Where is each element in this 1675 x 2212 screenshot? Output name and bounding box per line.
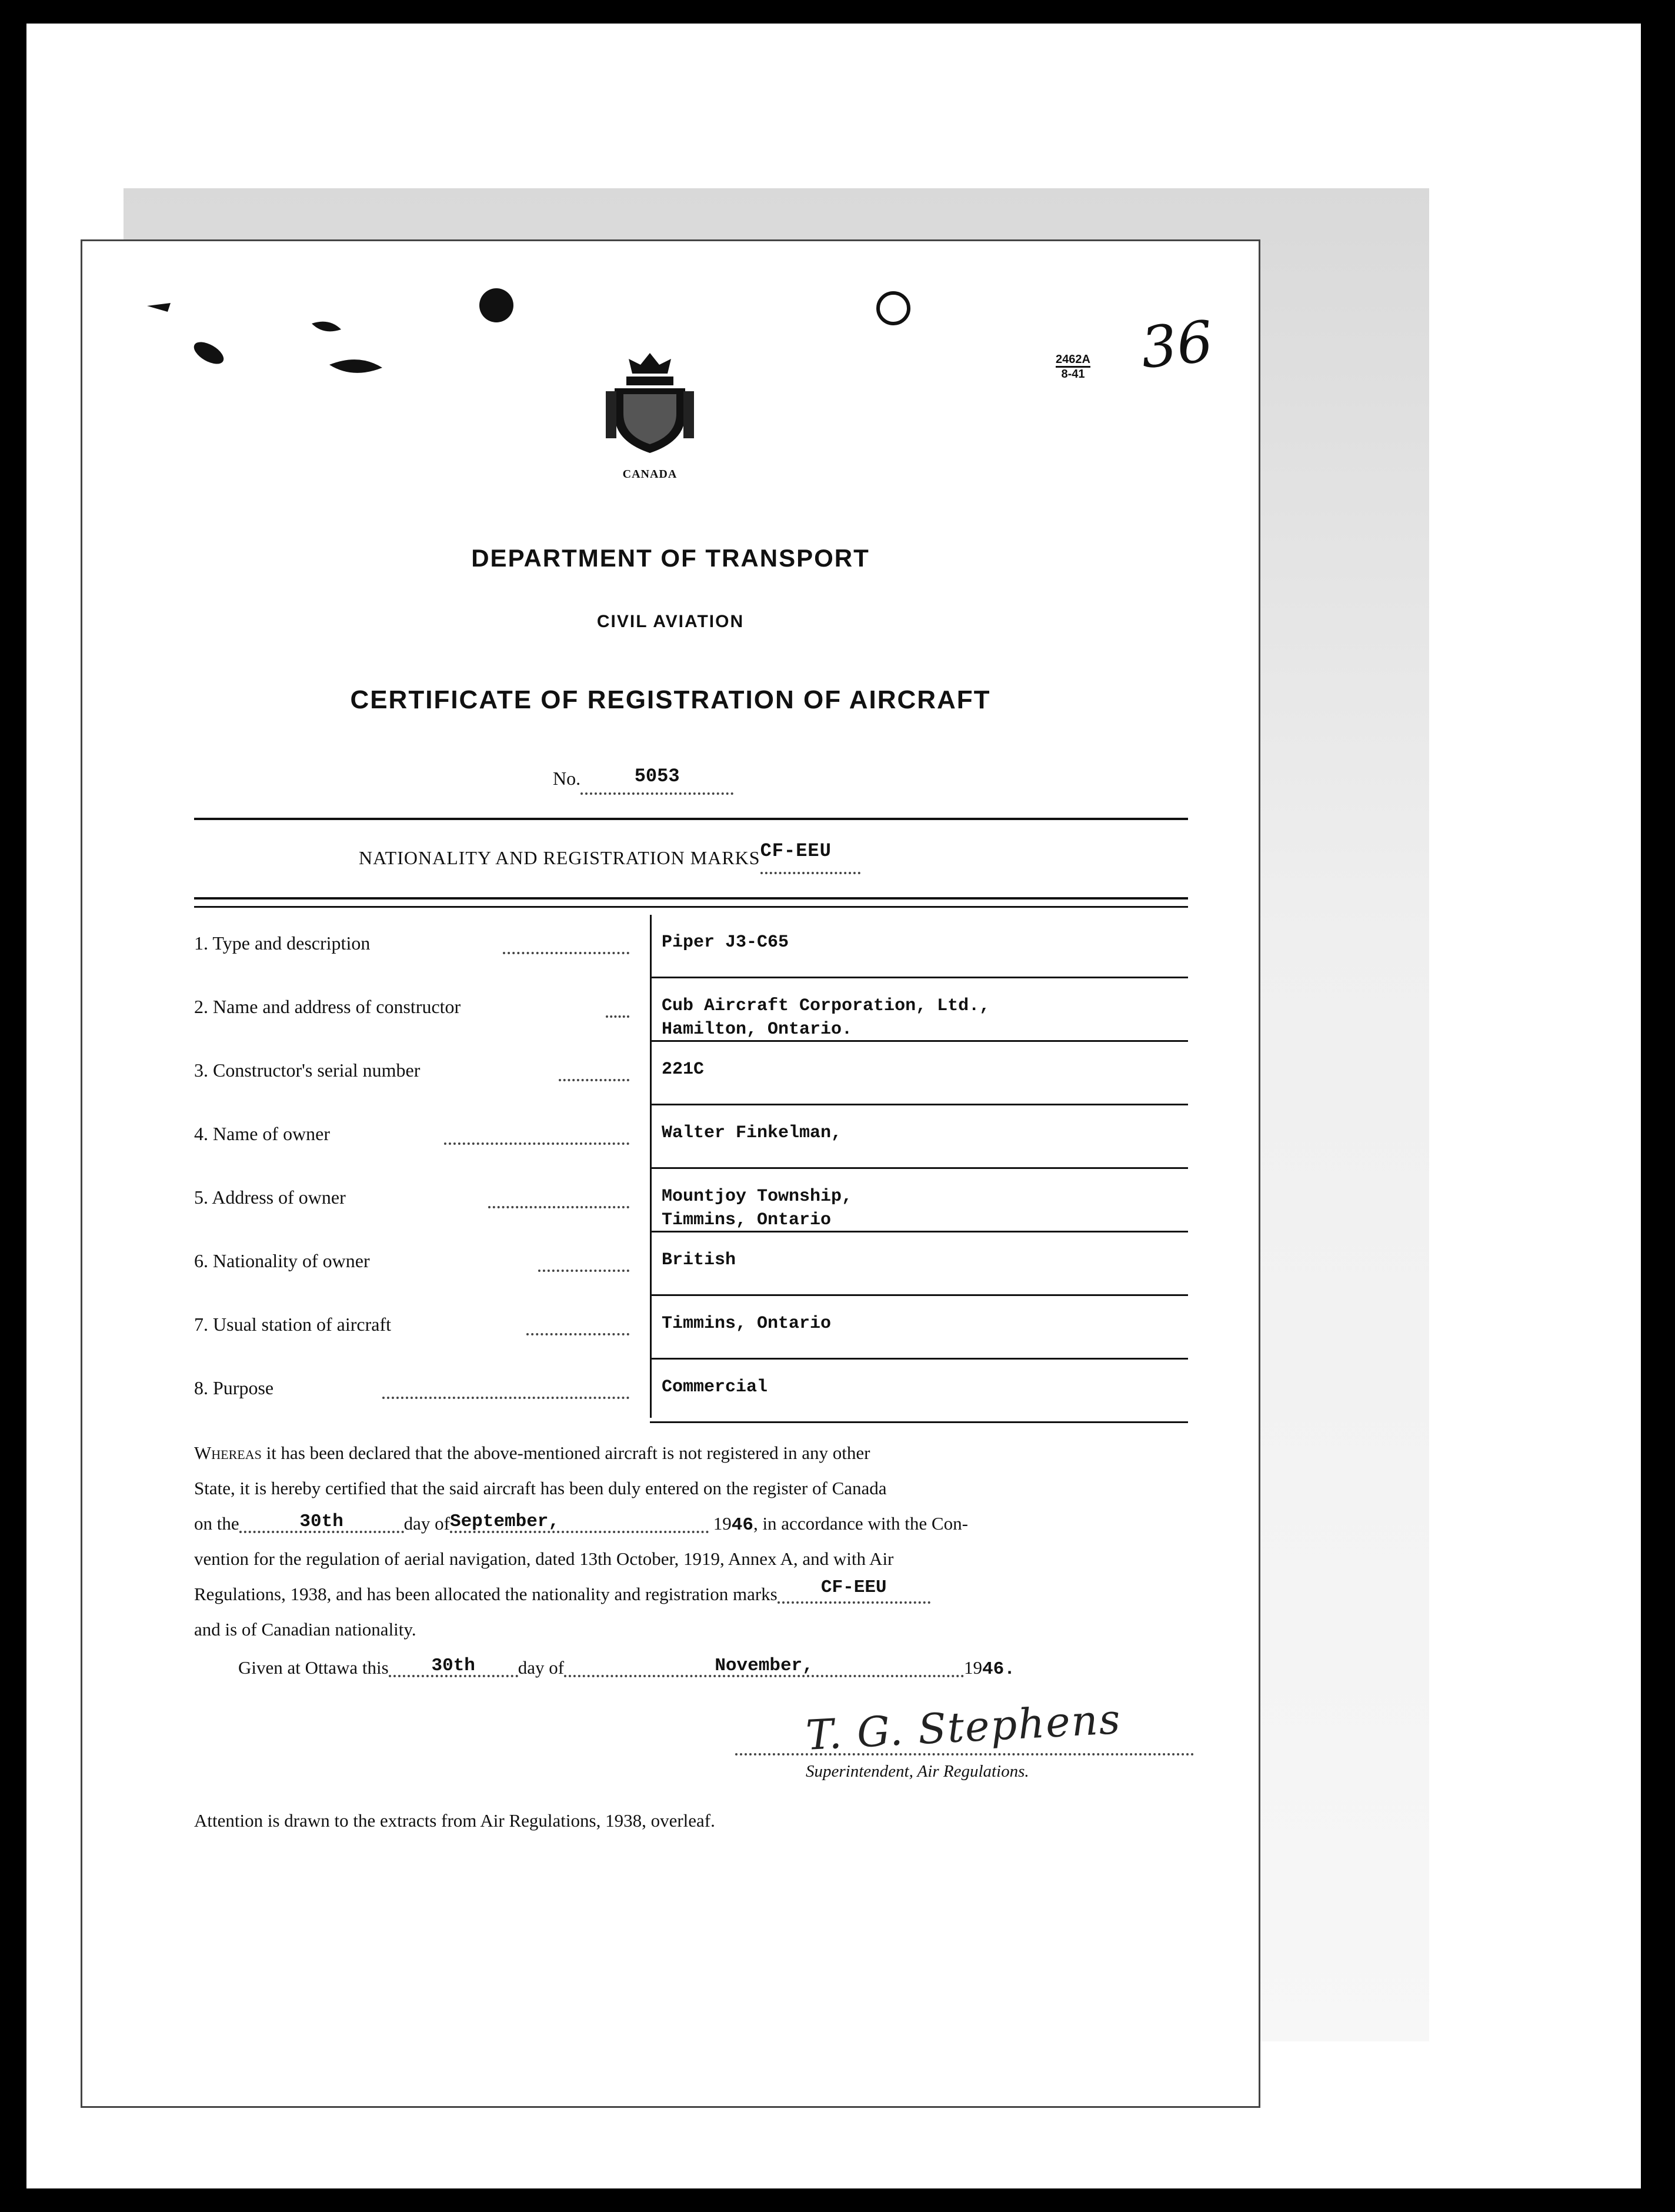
- row-label-6: 6. Nationality of owner: [194, 1250, 370, 1271]
- given-month: November,: [715, 1655, 813, 1676]
- certificate-number-line: [553, 765, 733, 795]
- canada-coat-of-arms-icon: [603, 350, 697, 456]
- table-column-divider: [650, 915, 652, 1418]
- form-revision: 8-41: [1061, 368, 1085, 381]
- registration-day: 30th: [299, 1511, 343, 1532]
- given-day: 30th: [431, 1655, 475, 1676]
- row-value-7: Timmins, Ontario: [662, 1314, 832, 1334]
- page-number: 36: [1137, 308, 1216, 382]
- table-top-rule: [194, 897, 1188, 900]
- declaration-line-6: and is of Canadian nationality.: [194, 1619, 416, 1640]
- row-leader-dots: [382, 1397, 629, 1399]
- punch-hole-right: [876, 291, 910, 325]
- row-label-5: 5. Address of owner: [194, 1187, 346, 1208]
- on-the-label: on the: [194, 1513, 239, 1534]
- row-leader-dots: [559, 1079, 629, 1081]
- punch-hole-left: [479, 288, 513, 322]
- row-label-2: 2. Name and address of constructor: [194, 996, 461, 1017]
- row-value-3: 221C: [662, 1060, 705, 1080]
- given-year-prefix: 19: [964, 1657, 983, 1678]
- attention-note: Attention is drawn to the extracts from Air Regulations, 1938, overleaf.: [194, 1810, 715, 1831]
- declaration-line-4: vention for the regulation of aerial navigation, dated 13th October, 1919, Annex A, and with Air: [194, 1548, 894, 1569]
- declaration-line-3-tail: , in accordance with the Con-: [753, 1513, 968, 1534]
- registration-marks-line: [359, 840, 860, 874]
- form-code: [1056, 353, 1090, 381]
- form-code-number: 2462A: [1056, 353, 1090, 368]
- row-value-4: Walter Finkelman,: [662, 1123, 842, 1143]
- row-leader-dots: [444, 1142, 629, 1145]
- row-leader-dots: [503, 952, 629, 954]
- declaration-line-2: State, it is hereby certified that the said aircraft has been duly entered on the register of Canada: [194, 1478, 887, 1498]
- row-leader-dots: [488, 1206, 629, 1208]
- row-rule: [650, 1358, 1188, 1360]
- crest-label: CANADA: [622, 468, 678, 481]
- row-leader-dots: [526, 1333, 629, 1335]
- division-title: CIVIL AVIATION: [596, 612, 745, 631]
- signature-line: [735, 1753, 1194, 1755]
- declaration-line-5: [194, 1577, 1141, 1612]
- row-label-8: 8. Purpose: [194, 1377, 274, 1398]
- row-rule: [650, 1040, 1188, 1042]
- signature-image: T. G. Stephens: [805, 1695, 1123, 1760]
- row-value-1: Piper J3-C65: [662, 932, 789, 952]
- divider-top: [194, 818, 1188, 820]
- row-rule: [650, 1294, 1188, 1296]
- registration-month: September,: [449, 1511, 559, 1532]
- declaration-line-3: [194, 1506, 1141, 1543]
- whereas-word: Whereas: [194, 1443, 262, 1463]
- row-label-4: 4. Name of owner: [194, 1123, 331, 1144]
- row-leader-dots: [538, 1270, 629, 1272]
- table-top-rule-2: [194, 906, 1188, 908]
- certificate-number: 5053: [634, 765, 680, 787]
- certificate-no-label: No.: [553, 768, 581, 789]
- given-prefix: Given at Ottawa this: [238, 1657, 389, 1678]
- department-title: DEPARTMENT OF TRANSPORT: [471, 544, 870, 572]
- row-leader-dots: [606, 1015, 629, 1018]
- row-value-8: Commercial: [662, 1377, 768, 1397]
- row-label-3: 3. Constructor's serial number: [194, 1060, 421, 1081]
- year-prefix: 19: [713, 1513, 732, 1534]
- row-value-2: Cub Aircraft Corporation, Ltd., Hamilton, Ontario.: [662, 996, 990, 1040]
- declaration-line-1: Whereas it has been declared that the above-mentioned aircraft is not registered in any other: [194, 1443, 870, 1463]
- day-of-label: day of: [403, 1513, 450, 1534]
- row-label-1: 1. Type and description: [194, 932, 371, 954]
- certificate-title: CERTIFICATE OF REGISTRATION OF AIRCRAFT: [350, 685, 991, 714]
- given-day-of-label: day of: [518, 1657, 565, 1678]
- registration-marks-label: NATIONALITY AND REGISTRATION MARKS: [359, 847, 760, 868]
- certificate-sheet: [82, 241, 1259, 2106]
- registration-marks-value: CF-EEU: [760, 840, 832, 862]
- row-rule: [650, 1167, 1188, 1169]
- given-year: 46.: [982, 1659, 1015, 1680]
- row-rule: [650, 1231, 1188, 1232]
- row-value-5: Mountjoy Township, Timmins, Ontario: [662, 1187, 853, 1230]
- row-value-6: British: [662, 1250, 736, 1270]
- row-rule: [650, 1104, 1188, 1105]
- row-label-7: 7. Usual station of aircraft: [194, 1314, 391, 1335]
- registration-year: 46: [731, 1515, 753, 1535]
- declaration-marks-value: CF-EEU: [820, 1577, 887, 1598]
- ink-smudges: [135, 294, 400, 400]
- signature-title: Superintendent, Air Regulations.: [806, 1762, 1029, 1781]
- row-rule: [650, 1421, 1188, 1423]
- row-rule: [650, 977, 1188, 978]
- declaration-line-5-text: Regulations, 1938, and has been allocated the nationality and registration marks: [194, 1584, 778, 1604]
- given-line: [238, 1650, 1185, 1687]
